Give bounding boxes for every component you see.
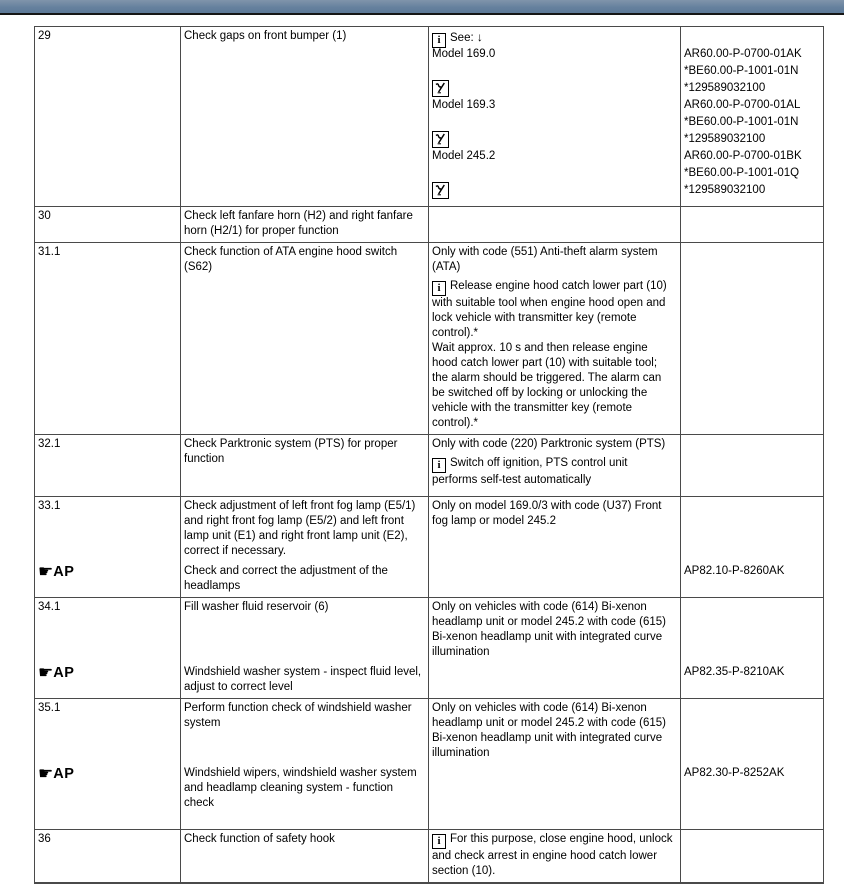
- model-name: Model 169.3: [432, 99, 496, 111]
- blank-line: [684, 29, 819, 46]
- see-label: See:: [450, 32, 474, 44]
- table-row: [35, 497, 823, 598]
- info-icon: i: [432, 281, 446, 296]
- step-number-cell: [35, 243, 181, 434]
- task-text: Perform function check of windshield washer system: [184, 702, 412, 729]
- note-paragraph: [432, 832, 676, 879]
- document-code: *129589032100: [684, 133, 766, 145]
- table-row: [35, 830, 823, 882]
- task-text-secondary: Windshield wipers, windshield washer system and headlamp cleaning system - function check: [184, 767, 417, 809]
- ap-label: AP: [53, 564, 75, 580]
- task-text: Check function of safety hook: [184, 833, 335, 845]
- document-code: AP82.30-P-8252AK: [684, 767, 785, 779]
- blank-line: [432, 165, 676, 182]
- ap-marker-cell: [35, 764, 181, 829]
- maintenance-steps-table: [34, 26, 824, 884]
- step-number-cell: [35, 435, 181, 496]
- task-cell: [181, 27, 429, 206]
- document-codes-cell: [681, 562, 823, 597]
- step-number: 36: [38, 833, 51, 845]
- blank-line: [432, 63, 676, 80]
- table-row: [35, 27, 823, 207]
- notes-cell: [429, 497, 681, 562]
- ap-label: AP: [53, 766, 75, 782]
- step-number-cell: [35, 497, 181, 562]
- table-row: [35, 598, 823, 699]
- ap-marker-cell: [35, 562, 181, 597]
- document-code: *129589032100: [684, 184, 766, 196]
- note-text: Switch off ignition, PTS control unit performs self-test automatically: [432, 457, 628, 486]
- notes-cell: [429, 207, 681, 242]
- wis-document-icon[interactable]: [432, 131, 449, 148]
- step-number-cell: [35, 207, 181, 242]
- manicule-icon: ☛: [38, 663, 54, 682]
- note-paragraph: [432, 456, 676, 488]
- step-number-cell: [35, 699, 181, 764]
- doc-icon-line: [432, 80, 676, 97]
- task-cell-secondary: [181, 764, 429, 829]
- manicule-icon: ☛: [38, 562, 54, 581]
- ap-marker-cell: [35, 663, 181, 698]
- document-code: AP82.35-P-8210AK: [684, 666, 785, 678]
- task-cell: [181, 243, 429, 434]
- document-codes-cell: [681, 27, 823, 206]
- task-cell: [181, 830, 429, 882]
- condition-text: Only on vehicles with code (614) Bi-xenon headlamp unit or model 245.2 with code (615) Bi-xenon headlamp unit with integrated curve illumination: [432, 702, 666, 759]
- see-line: [432, 29, 676, 46]
- wis-document-icon[interactable]: [432, 80, 449, 97]
- notes-cell: [429, 243, 681, 434]
- step-number-cell: [35, 598, 181, 663]
- doc-icon-line: [432, 182, 676, 199]
- notes-cell: [429, 764, 681, 829]
- notes-cell: [429, 27, 681, 206]
- task-text: Check adjustment of left front fog lamp (E5/1) and right front fog lamp (E5/2) and left front lamp unit (E1) and right front lamp unit (E2), correct if necessary.: [184, 500, 416, 557]
- document-codes-cell: [681, 207, 823, 242]
- task-cell: [181, 598, 429, 663]
- task-cell: [181, 207, 429, 242]
- model-name: Model 245.2: [432, 150, 496, 162]
- info-icon: i: [432, 458, 446, 473]
- document-codes-cell: [681, 243, 823, 434]
- document-codes-cell: [681, 435, 823, 496]
- document-code: AR60.00-P-0700-01AK: [684, 48, 802, 60]
- document-codes-cell: [681, 699, 823, 764]
- note-text-2: Wait approx. 10 s and then release engine hood catch lower part (10) with suitable tool; the alarm should be triggered. The alarm can be switched off by locking or unlocking the vehicle with the transmitter key (remote control).*: [432, 342, 662, 429]
- condition-text: Only on vehicles with code (614) Bi-xenon headlamp unit or model 245.2 with code (615) Bi-xenon headlamp unit with integrated curve illumination: [432, 601, 666, 658]
- info-icon: i: [432, 33, 446, 48]
- notes-cell: [429, 699, 681, 764]
- model-name: Model 169.0: [432, 48, 496, 60]
- condition-text: Only with code (220) Parktronic system (PTS): [432, 438, 666, 450]
- notes-cell: [429, 435, 681, 496]
- step-number-cell: [35, 27, 181, 206]
- window-title-bar: [0, 0, 844, 13]
- table-row: [35, 207, 823, 243]
- note-text: Release engine hood catch lower part (10) with suitable tool when engine hood open and lock vehicle with transmitter key (remote control).*: [432, 280, 667, 339]
- task-text-secondary: Windshield washer system - inspect fluid level, adjust to correct level: [184, 666, 422, 693]
- notes-cell: [429, 830, 681, 882]
- task-cell: [181, 497, 429, 562]
- ap-label: AP: [53, 665, 75, 681]
- table-row: [35, 699, 823, 830]
- document-code: *BE60.00-P-1001-01Q: [684, 167, 800, 179]
- note-text: For this purpose, close engine hood, unlock and check arrest in engine hood catch lower section (10).: [432, 833, 673, 877]
- document-code: AP82.10-P-8260AK: [684, 565, 785, 577]
- task-cell: [181, 699, 429, 764]
- note-paragraph: [432, 279, 676, 341]
- down-arrow-icon: ↓: [476, 30, 483, 44]
- task-text: Check Parktronic system (PTS) for proper function: [184, 438, 398, 465]
- doc-icon-line: [432, 131, 676, 148]
- task-text: Check left fanfare horn (H2) and right fanfare horn (H2/1) for proper function: [184, 210, 413, 237]
- document-codes-cell: [681, 663, 823, 698]
- task-cell-secondary: [181, 562, 429, 597]
- document-code: *129589032100: [684, 82, 766, 94]
- document-codes-cell: [681, 497, 823, 562]
- table-row: [35, 435, 823, 497]
- task-text-secondary: Check and correct the adjustment of the headlamps: [184, 565, 388, 592]
- document-code: AR60.00-P-0700-01BK: [684, 150, 802, 162]
- step-number-cell: [35, 830, 181, 882]
- step-number: 30: [38, 210, 51, 222]
- notes-cell: [429, 598, 681, 663]
- step-number: 31.1: [38, 246, 61, 258]
- task-cell: [181, 435, 429, 496]
- header-divider: [0, 13, 844, 15]
- task-text: Check function of ATA engine hood switch (S62): [184, 246, 398, 273]
- document-code: *BE60.00-P-1001-01N: [684, 116, 799, 128]
- step-number: 32.1: [38, 438, 61, 450]
- document-codes-cell: [681, 830, 823, 882]
- notes-cell: [429, 562, 681, 597]
- document-code: AR60.00-P-0700-01AL: [684, 99, 801, 111]
- wis-document-icon[interactable]: [432, 182, 449, 199]
- blank-line: [432, 114, 676, 131]
- step-number: 29: [38, 30, 51, 42]
- step-number: 35.1: [38, 702, 61, 714]
- document-codes-cell: [681, 764, 823, 829]
- step-number: 33.1: [38, 500, 61, 512]
- task-text: Fill washer fluid reservoir (6): [184, 601, 329, 613]
- notes-cell: [429, 663, 681, 698]
- manicule-icon: ☛: [38, 764, 54, 783]
- info-icon: i: [432, 834, 446, 849]
- step-number: 34.1: [38, 601, 61, 613]
- task-text: Check gaps on front bumper (1): [184, 30, 347, 42]
- table-row: [35, 243, 823, 435]
- document-codes-cell: [681, 598, 823, 663]
- condition-text: Only on model 169.0/3 with code (U37) Front fog lamp or model 245.2: [432, 500, 662, 527]
- task-cell-secondary: [181, 663, 429, 698]
- condition-text: Only with code (551) Anti-theft alarm system (ATA): [432, 246, 658, 273]
- document-code: *BE60.00-P-1001-01N: [684, 65, 799, 77]
